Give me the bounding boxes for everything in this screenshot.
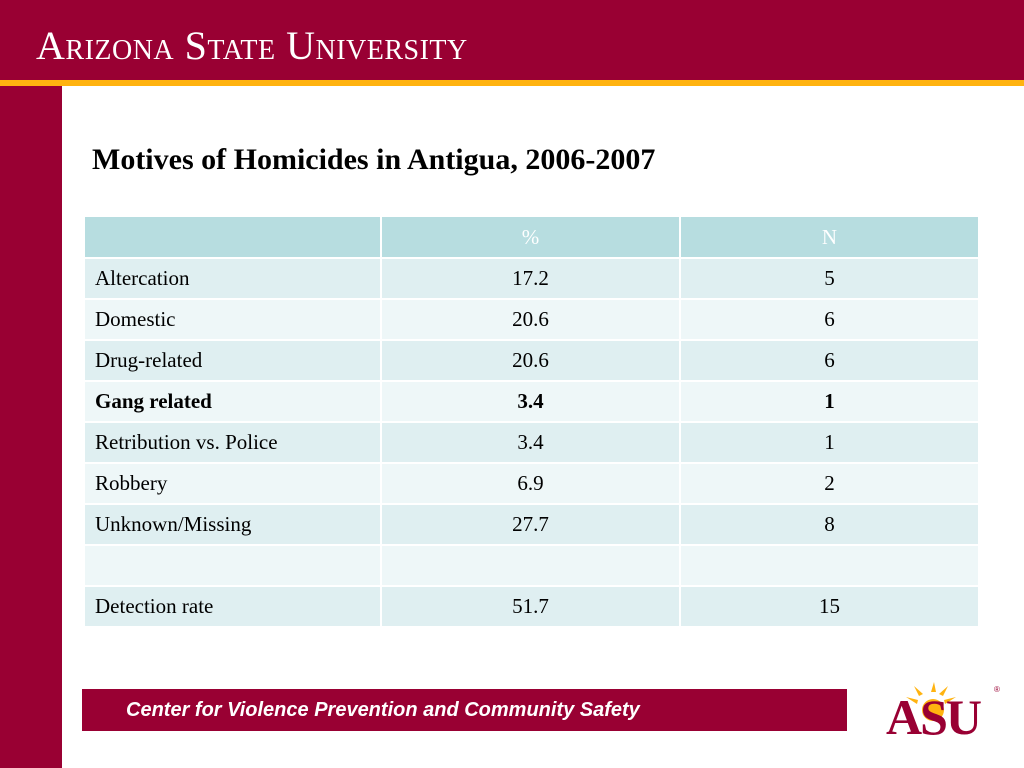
logo-letters: ASU bbox=[885, 689, 981, 745]
row-percent: 6.9 bbox=[381, 463, 680, 504]
table-row bbox=[84, 258, 979, 299]
table-row-highlighted bbox=[84, 381, 979, 422]
row-label: Robbery bbox=[84, 463, 381, 504]
header-n-cell: N bbox=[680, 216, 979, 258]
row-n: 1 bbox=[680, 381, 979, 422]
gold-divider bbox=[0, 80, 1024, 86]
university-name: Arizona State University bbox=[36, 23, 468, 68]
table-row bbox=[84, 299, 979, 340]
table-row bbox=[84, 504, 979, 545]
row-n: 2 bbox=[680, 463, 979, 504]
row-label: Gang related bbox=[84, 381, 381, 422]
row-label bbox=[84, 545, 381, 586]
table-row-empty bbox=[84, 545, 979, 586]
row-n: 6 bbox=[680, 299, 979, 340]
row-label: Detection rate bbox=[84, 586, 381, 627]
row-label: Domestic bbox=[84, 299, 381, 340]
row-percent: 51.7 bbox=[381, 586, 680, 627]
header-label-cell bbox=[84, 216, 381, 258]
motives-table bbox=[83, 215, 980, 628]
row-n: 5 bbox=[680, 258, 979, 299]
row-label: Drug-related bbox=[84, 340, 381, 381]
row-n: 1 bbox=[680, 422, 979, 463]
row-percent: 17.2 bbox=[381, 258, 680, 299]
table-row bbox=[84, 340, 979, 381]
table-row bbox=[84, 422, 979, 463]
row-n bbox=[680, 545, 979, 586]
row-percent: 27.7 bbox=[381, 504, 680, 545]
row-percent: 3.4 bbox=[381, 422, 680, 463]
asu-logo bbox=[868, 680, 1000, 745]
center-name: Center for Violence Prevention and Community Safety bbox=[126, 699, 640, 721]
row-percent: 20.6 bbox=[381, 340, 680, 381]
row-percent: 20.6 bbox=[381, 299, 680, 340]
row-n: 6 bbox=[680, 340, 979, 381]
header-percent-cell: % bbox=[381, 216, 680, 258]
table-header-row bbox=[84, 216, 979, 258]
footer-banner bbox=[82, 689, 847, 731]
row-label: Unknown/Missing bbox=[84, 504, 381, 545]
slide-title: Motives of Homicides in Antigua, 2006-2007 bbox=[92, 143, 656, 176]
row-n: 8 bbox=[680, 504, 979, 545]
left-sidebar-band bbox=[0, 86, 62, 768]
top-banner bbox=[0, 0, 1024, 80]
row-label: Retribution vs. Police bbox=[84, 422, 381, 463]
row-label: Altercation bbox=[84, 258, 381, 299]
table-row bbox=[84, 463, 979, 504]
registered-mark-icon: ® bbox=[994, 685, 1000, 694]
row-percent: 3.4 bbox=[381, 381, 680, 422]
row-n: 15 bbox=[680, 586, 979, 627]
table-row bbox=[84, 586, 979, 627]
row-percent bbox=[381, 545, 680, 586]
